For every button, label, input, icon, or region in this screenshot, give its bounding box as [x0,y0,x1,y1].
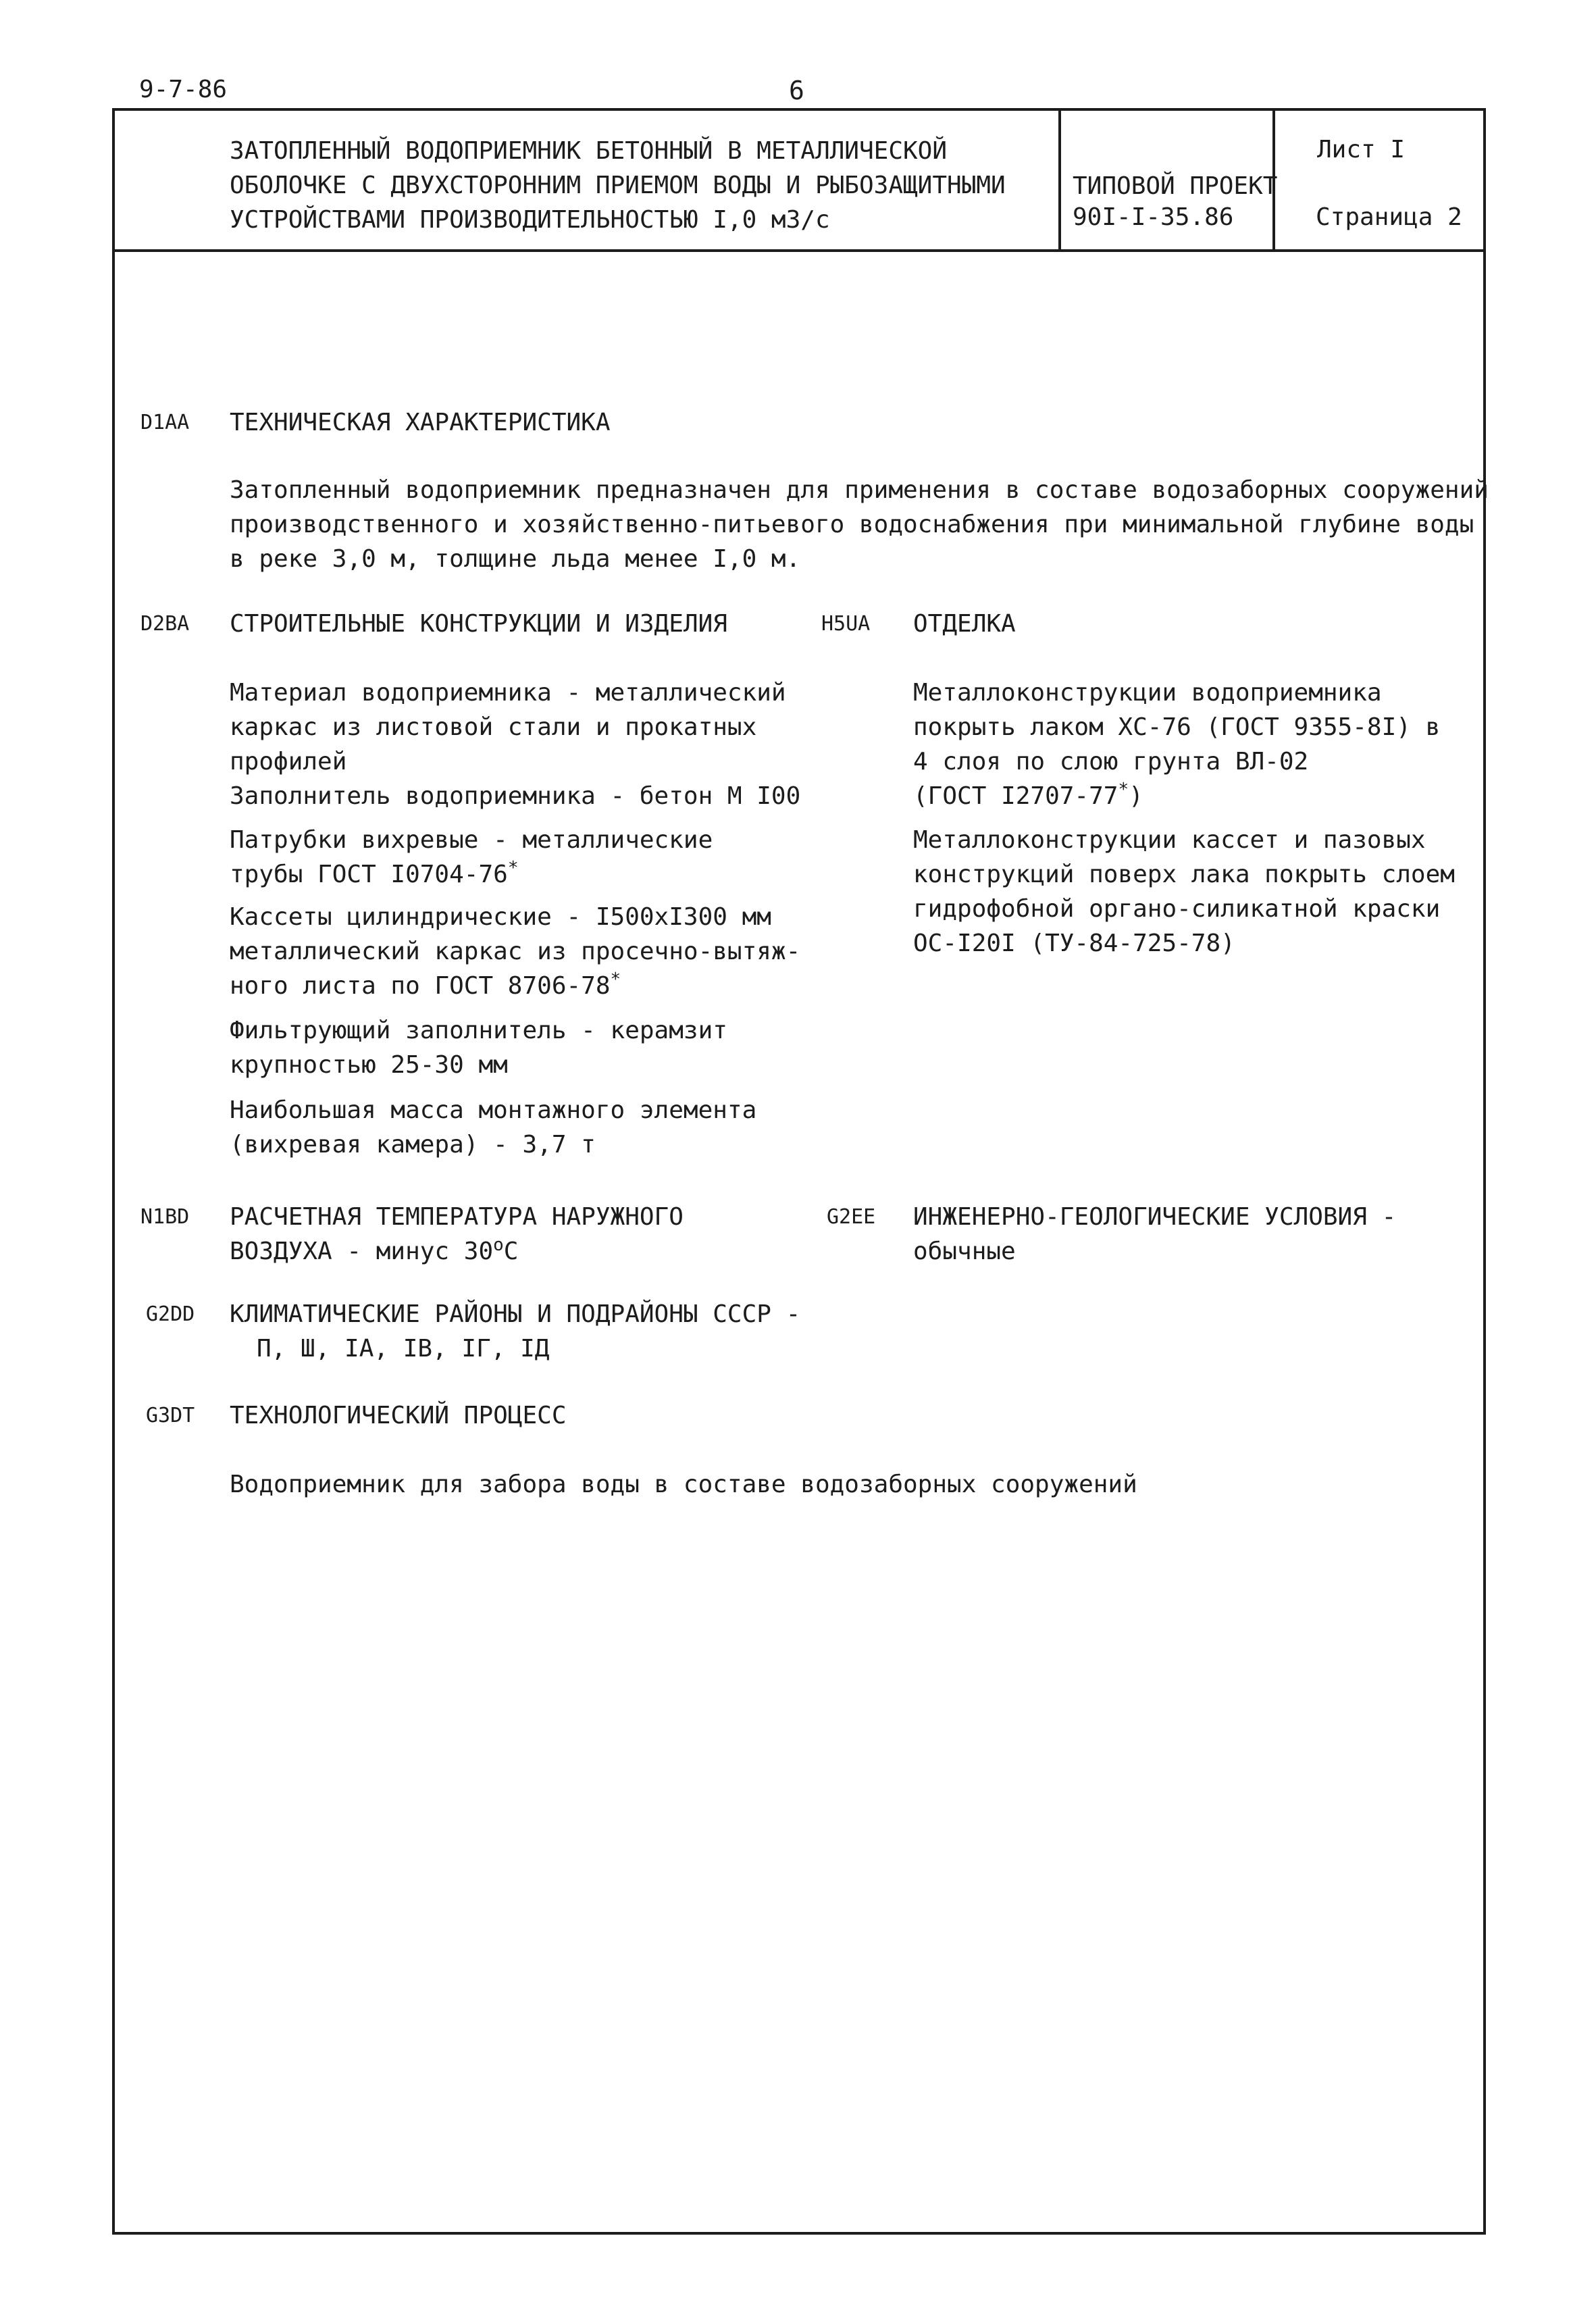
body-line: Металлоконструкции кассет и пазовых [913,826,1426,854]
body-line: каркас из листовой стали и прокатных [230,713,757,741]
section-body: Водоприемник для забора воды в составе водозаборных сооружений [230,1471,1137,1498]
body-line: Заполнитель водоприемника - бетон М I00 [230,782,801,810]
heading-text: С [503,1238,519,1265]
body-line: Фильтрующий заполнитель - керамзит [230,1017,727,1044]
project-number: 90I-I-35.86 [1073,203,1234,231]
body-line: производственного и хозяйственно-питьевого водоснабжения при минимальной глубине воды [230,511,1474,538]
body-line: Наибольшая масса монтажного элемента [230,1096,757,1124]
body-line: профилей [230,748,347,776]
section-code: N1BD [140,1205,190,1229]
finish-block-2 [913,823,1455,961]
body-line [913,779,1440,813]
mass-block [230,1093,756,1162]
body-line: Металлоконструкции водоприемника [913,679,1382,707]
section-code: H5UA [821,612,871,636]
heading-line: П, Ш, IA, IB, IГ, IД [257,1335,550,1363]
project-label: ТИПОВОЙ ПРОЕКТ [1073,172,1278,200]
page-label: Страница 2 [1316,203,1462,231]
section-code: G2EE [827,1205,876,1229]
nozzles-block [230,823,713,892]
body-line [230,857,713,892]
degree-sign: o [493,1235,504,1255]
section-heading: ОТДЕЛКА [913,610,1016,638]
section-code: G2DD [146,1302,195,1326]
heading-line [230,1234,684,1269]
footnote-asterisk: * [610,969,621,990]
page-number: 6 [789,76,804,105]
section-code: G3DT [146,1404,195,1427]
title-block-divider-1 [1058,108,1061,252]
body-line: Затопленный водоприемник предназначен для применения в составе водозаборных сооружений [230,476,1489,504]
body-line: металлический каркас из просечно-вытяж- [230,938,801,965]
title-line: УСТРОЙСТВАМИ ПРОИЗВОДИТЕЛЬНОСТЬЮ I,0 м3/с [230,206,830,234]
body-text: трубы ГОСТ I0704-76 [230,861,508,888]
footnote-asterisk: * [507,858,519,878]
section-heading: ТЕХНОЛОГИЧЕСКИЙ ПРОЦЕСС [230,1402,567,1429]
body-line [230,969,800,1003]
body-line: гидрофобной органо-силикатной краски [913,895,1441,923]
section-code: D1AA [140,411,190,434]
document-title [230,134,1006,237]
heading-line: обычные [913,1238,1016,1265]
body-line: 4 слоя по слою грунта ВЛ-02 [913,748,1309,776]
footnote-asterisk: * [1118,780,1129,800]
section-heading: ТЕХНИЧЕСКАЯ ХАРАКТЕРИСТИКА [230,409,611,436]
section-code: D2BA [140,612,190,636]
filter-block [230,1013,727,1082]
section-heading: СТРОИТЕЛЬНЫЕ КОНСТРУКЦИИ И ИЗДЕЛИЯ [230,610,727,638]
section-heading [913,1200,1396,1269]
body-line: покрыть лаком ХС-76 (ГОСТ 9355-8I) в [913,713,1441,741]
section-heading [230,1200,684,1269]
body-line: Кассеты цилиндрические - I500хI300 мм [230,903,771,931]
body-line: Материал водоприемника - металлический [230,679,786,707]
heading-line: ИНЖЕНЕРНО-ГЕОЛОГИЧЕСКИЕ УСЛОВИЯ - [913,1203,1397,1231]
title-line: ЗАТОПЛЕННЫЙ ВОДОПРИЕМНИК БЕТОННЫЙ В МЕТАЛЛИЧЕСКОЙ [230,137,948,165]
body-line: в реке 3,0 м, толщине льда менее I,0 м. [230,545,801,573]
heading-line: РАСЧЕТНАЯ ТЕМПЕРАТУРА НАРУЖНОГО [230,1203,684,1231]
document-date: 9-7-86 [139,76,228,103]
body-text: ) [1129,782,1143,810]
body-line: конструкций поверх лака покрыть слоем [913,861,1455,888]
finish-block-1 [913,676,1440,813]
title-block-bottom-line [112,249,1486,252]
body-line: ОС-I20I (ТУ-84-725-78) [913,930,1235,957]
body-text: ного листа по ГОСТ 8706-78 [230,972,611,1000]
cassettes-block [230,900,800,1003]
title-line: ОБОЛОЧКЕ С ДВУХСТОРОННИМ ПРИЕМОМ ВОДЫ И РЫБОЗАЩИТНЫМИ [230,172,1006,199]
section-heading [230,1297,800,1366]
section-body [230,473,1489,576]
heading-text: ВОЗДУХА - минус 30 [230,1238,494,1265]
heading-line: КЛИМАТИЧЕСКИЕ РАЙОНЫ И ПОДРАЙОНЫ СССР - [230,1300,801,1328]
body-line: крупностью 25-30 мм [230,1051,508,1079]
body-text: (ГОСТ I2707-77 [913,782,1118,810]
body-line: (вихревая камера) - 3,7 т [230,1131,596,1159]
materials-block [230,676,800,813]
body-line: Патрубки вихревые - металлические [230,826,713,854]
sheet-label: Лист I [1317,136,1406,163]
